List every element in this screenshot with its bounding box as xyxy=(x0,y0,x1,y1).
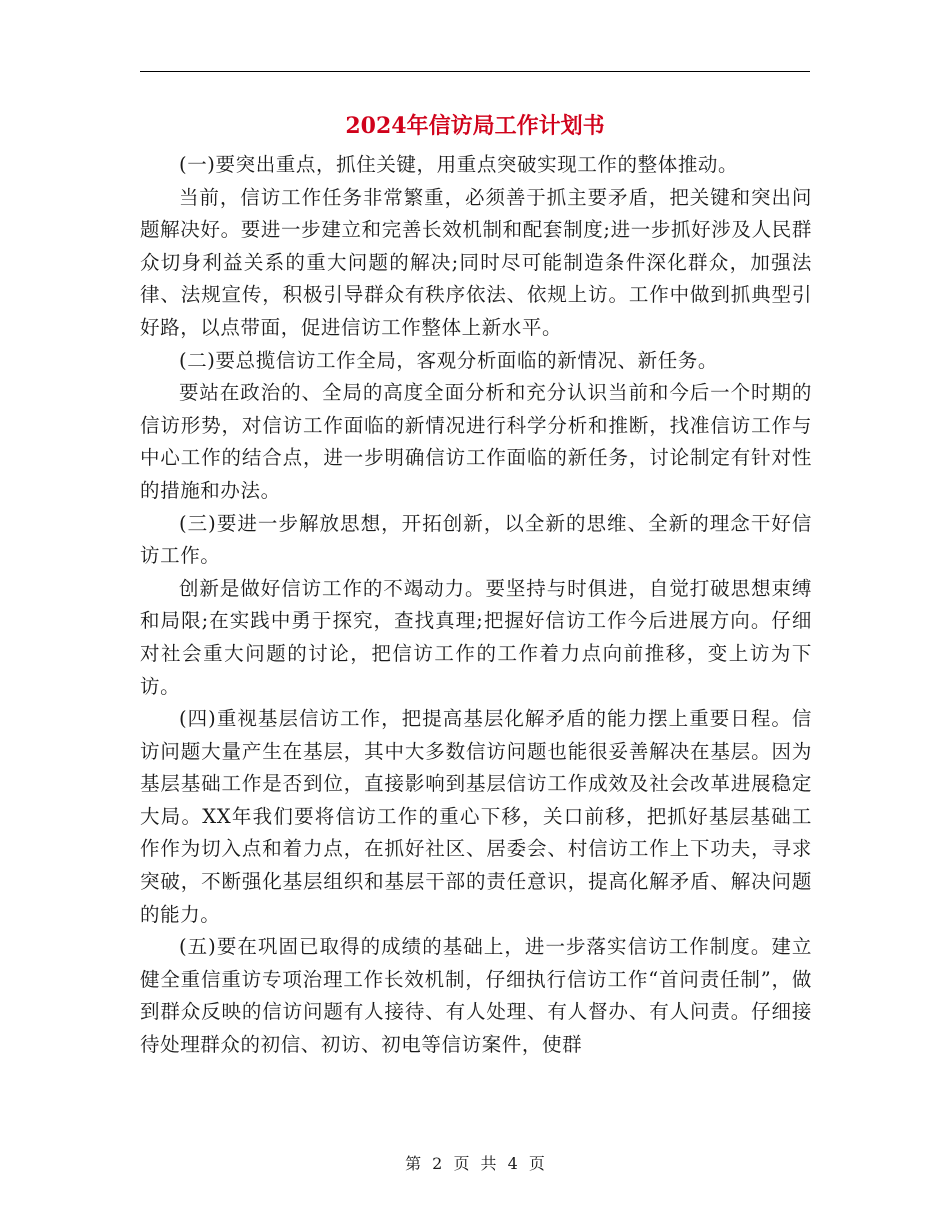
paragraph-7: (四)重视基层信访工作，把提高基层化解矛盾的能力摆上重要日程。信访问题大量产生在基层，其中大多数信访问题也能很妥善解决在基层。因为基层基础工作是否到位，直接影响到基层信访工作成效及社会改革进展稳定大局。XX年我们要将信访工作的重心下移，关口前移，把抓好基层基础工作作为切入点和着力点，在抓好社区、居委会、村信访工作上下功夫，寻求突破，不断强化基层组织和基层干部的责任意识，提高化解矛盾、解决问题的能力。 xyxy=(140,707,812,926)
paragraph-3: (二)要总揽信访工作全局，客观分析面临的新情况、新任务。 xyxy=(179,348,719,372)
paragraph-8: (五)要在巩固已取得的成绩的基础上，进一步落实信访工作制度。建立健全重信重访专项治理工作长效机制，仔细执行信访工作“首问责任制”，做到群众反映的信访问题有人接待、有人处理、有人督办、有人问责。仔细接待处理群众的初信、初访、初电等信访案件，使群 xyxy=(140,935,812,1057)
document-body xyxy=(140,149,812,1062)
document-title: 2024年信访局工作计划书 xyxy=(345,113,605,139)
paragraph-2: 当前，信访工作任务非常繁重，必须善于抓主要矛盾，把关键和突出问题解决好。要进一步建立和完善长效机制和配套制度;进一步抓好涉及人民群众切身利益关系的重大问题的解决;同时尽可能制造条件深化群众，加强法律、法规宣传，积极引导群众有秩序依法、依规上访。工作中做到抓典型引好路，以点带面，促进信访工作整体上新水平。 xyxy=(140,185,812,339)
paragraph-5: (三)要进一步解放思想，开拓创新，以全新的思维、全新的理念干好信访工作。 xyxy=(140,511,812,568)
paragraph-1: (一)要突出重点，抓住关键，用重点突破实现工作的整体推动。 xyxy=(179,153,739,176)
header-rule xyxy=(140,71,810,72)
paragraph-6: 创新是做好信访工作的不竭动力。要坚持与时俱进，自觉打破思想束缚和局限;在实践中勇于探究，查找真理;把握好信访工作今后进展方向。仔细对社会重大问题的讨论，把信访工作的工作着力点向前推移，变上访为下访。 xyxy=(140,576,812,698)
page-number-footer: 第 2 页 共 4 页 xyxy=(405,1154,545,1173)
paragraph-4: 要站在政治的、全局的高度全面分析和充分认识当前和今后一个时期的信访形势，对信访工作面临的新情况进行科学分析和推断，找准信访工作与中心工作的结合点，进一步明确信访工作面临的新任务，讨论制定有针对性的措施和办法。 xyxy=(140,381,812,502)
